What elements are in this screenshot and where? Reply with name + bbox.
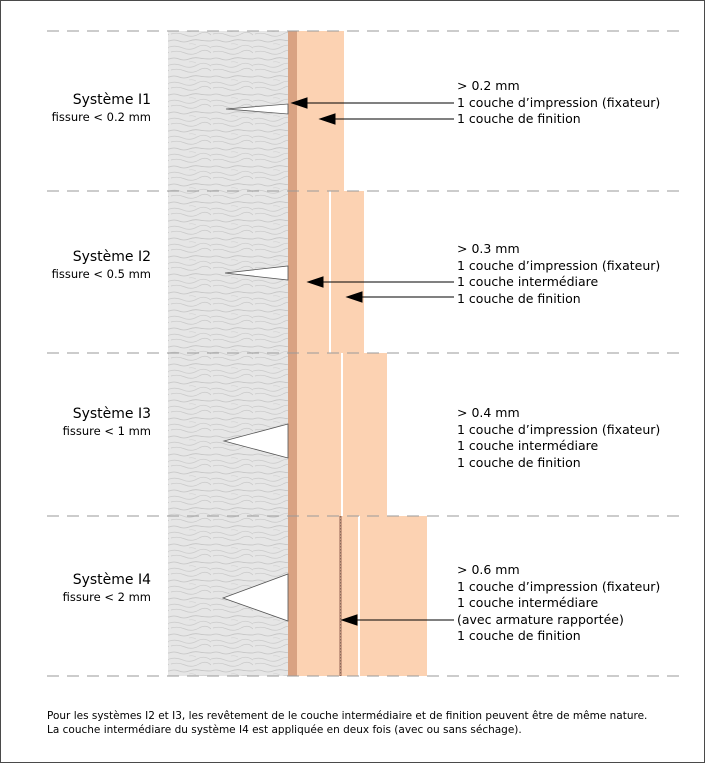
thickness-label: > 0.3 mm [457,241,520,256]
intermediate-layer [297,191,329,353]
thickness-label: > 0.2 mm [457,78,520,93]
primer-layer [288,31,297,191]
system-i4-crack: fissure < 2 mm [62,590,151,604]
intermediate-layer [297,353,341,516]
system-i1-title: Système I1 [72,92,151,108]
intermediate-label: 1 couche intermédiare [457,595,599,610]
system-i3-description [457,405,660,471]
primer-label: 1 couche d’impression (fixateur) [457,94,661,110]
primer-label: 1 couche d’impression (fixateur) [457,578,661,594]
system-i2-layers [288,191,364,353]
system-i1-layers [288,31,344,191]
thickness-label: > 0.4 mm [457,405,520,420]
intermediate-label: 1 couche intermédiare [457,274,599,289]
finish-label: 1 couche de finition [457,628,581,643]
primer-label: 1 couche d’impression (fixateur) [457,421,661,437]
intermediate-layer [297,516,358,676]
system-i2-title: Système I2 [72,249,151,265]
footnote [47,709,647,737]
thickness-label: > 0.6 mm [457,562,520,577]
finish-layer [360,516,427,676]
finish-label: 1 couche de finition [457,454,581,470]
finish-layer [343,353,387,516]
primer-label: 1 couche d’impression (fixateur) [457,257,661,273]
footnote-line-1: Pour les systèmes I2 et I3, les revêtement de le couche intermédiaire et de finition peuvent être de même nature. [47,710,648,722]
finish-layer [297,31,344,191]
finish-layer [331,191,364,353]
system-i3-title: Système I3 [72,406,151,422]
footnote-line-2: La couche intermédiare du système I4 est appliquée en deux fois (avec ou sans séchage). [47,724,522,736]
system-i3-crack: fissure < 1 mm [62,424,151,438]
reinforcement-label: (avec armature rapportée) [457,611,624,627]
primer-layer [288,516,297,676]
system-i3-layers [288,353,387,516]
system-i4-layers [288,516,427,676]
system-i4-description [457,562,660,645]
system-i1-crack: fissure < 0.2 mm [51,110,151,124]
finish-label: 1 couche de finition [457,290,581,306]
intermediate-label: 1 couche intermédiare [457,438,599,453]
primer-layer [288,191,297,353]
system-i2-description [457,241,660,307]
finish-label: 1 couche de finition [457,111,581,126]
system-i2-crack: fissure < 0.5 mm [51,267,151,281]
system-i1-description [457,78,660,128]
primer-layer [288,353,297,516]
system-i4-title: Système I4 [72,572,151,588]
